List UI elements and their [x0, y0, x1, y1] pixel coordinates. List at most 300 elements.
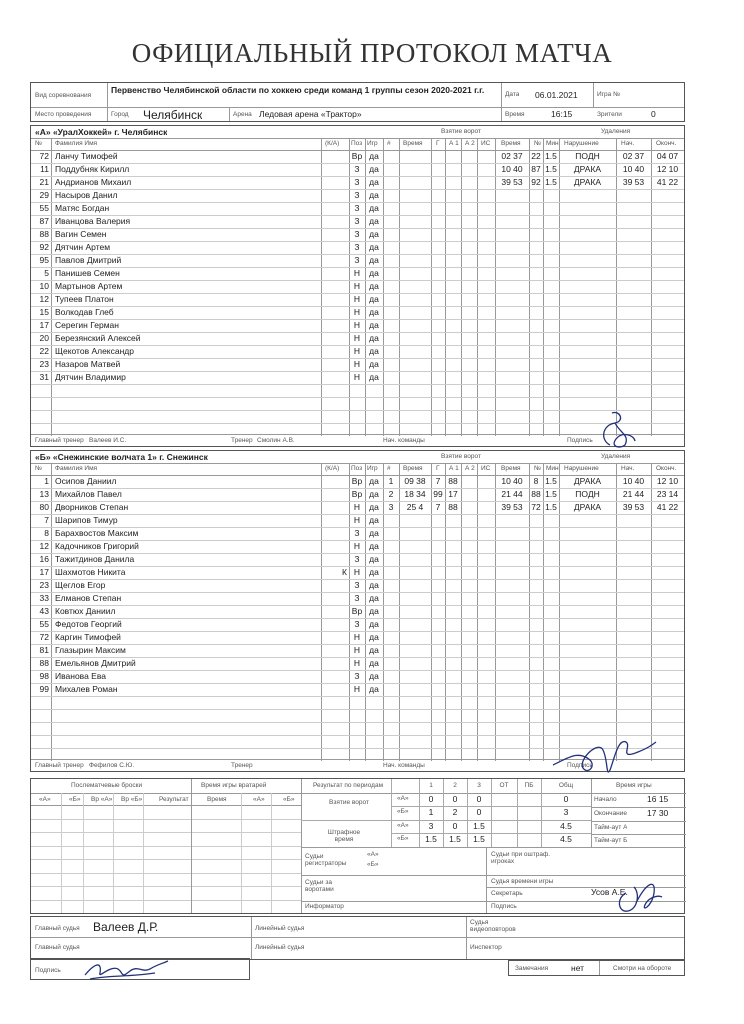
- player-played: да: [369, 541, 379, 551]
- informer-label: Информатор: [305, 903, 344, 910]
- player-played: да: [369, 645, 379, 655]
- city-label: Город: [111, 111, 129, 118]
- see-back-label: Смотри на обороте: [613, 965, 672, 972]
- player-played: да: [369, 190, 379, 200]
- grid-col-line: [477, 138, 478, 436]
- player-number: 88: [39, 658, 49, 668]
- grid-row-line: [31, 709, 684, 710]
- penalty-time: 39 53: [501, 502, 523, 512]
- remarks-box: [508, 960, 685, 976]
- player-position: Н: [353, 684, 361, 694]
- player-position: Н: [353, 372, 361, 382]
- player-name: Панишев Семен: [55, 268, 120, 278]
- team-a-goals-header: Взятие ворот: [441, 128, 481, 135]
- player-position: З: [354, 229, 360, 239]
- player-number: 72: [39, 632, 49, 642]
- spectators-value: 0: [651, 109, 656, 119]
- penalty-end: 04 07: [656, 151, 679, 161]
- city-value: Челябинск: [143, 108, 203, 122]
- secretary-sign-label: Подпись: [491, 903, 517, 910]
- player-played: да: [369, 346, 379, 356]
- player-position: Н: [353, 307, 361, 317]
- penalty-minutes: 1.5: [545, 177, 557, 187]
- game-time-label: Время игры: [616, 782, 652, 789]
- player-played: да: [369, 580, 379, 590]
- player-played: да: [369, 489, 379, 499]
- arena-label: Арена: [233, 111, 252, 118]
- grid-row-line: [31, 423, 684, 424]
- penalty-start: 10 40: [622, 164, 645, 174]
- head-ref-signature: [80, 955, 170, 983]
- team-a-pens-header: Удаления: [601, 128, 631, 135]
- timeout-a-label: Тайм-аут А: [594, 824, 628, 831]
- ref-sign-label: Подпись: [35, 967, 61, 974]
- player-name: Елманов Степан: [55, 593, 122, 603]
- player-played: да: [369, 255, 379, 265]
- penalty-time: 39 53: [501, 177, 523, 187]
- start-value: 16 15: [647, 794, 669, 804]
- player-position: З: [354, 619, 360, 629]
- summary-box: Послематчевые броски Время игры вратарей «А» «Б» Вр «А» Вр «Б» Результат Время «А» «Б» Результат по периодам 1 2 3 ОТ ПБ Общ Взятие ворот Штрафное время «А» «Б» «А» «Б» 0 0 0 0 1 2 0 3 3 0 1.5 4.5 1.5 1.5 1.5 4.5 Время игры Начало 16 15 Окончание 17 30 Тайм-аут А Тайм-аут Б Судьи регистраторы «А» «Б» Судьи за воротами Информатор Судьи при оштраф. игроках Судья времени игры Секретарь Усов А.Е. Подпись: [30, 778, 685, 914]
- penalty-judges-label: Судьи при оштраф. игроках: [491, 851, 551, 865]
- player-number: 29: [39, 190, 49, 200]
- player-name: Иванцова Валерия: [55, 216, 131, 226]
- goal-assist1: 88: [448, 476, 458, 486]
- period-value: 1.5: [425, 834, 437, 844]
- player-number: 81: [39, 645, 49, 655]
- player-position: З: [354, 216, 360, 226]
- player-name: Насыров Данил: [55, 190, 118, 200]
- shootout-col-line: [61, 793, 62, 913]
- player-name: Щекотов Александр: [55, 346, 134, 356]
- period-header: ПБ: [524, 782, 534, 789]
- player-name: Тажитдинов Данила: [55, 554, 135, 564]
- player-name: Щеглов Егор: [55, 580, 106, 590]
- grid-col-line: [399, 138, 400, 436]
- goal-number: 2: [388, 489, 394, 499]
- player-played: да: [369, 242, 379, 252]
- shootout-col-line: [113, 793, 114, 913]
- grid-col-line: [51, 138, 52, 436]
- player-played: да: [369, 619, 379, 629]
- goals-row-label: Взятие ворот: [329, 799, 369, 806]
- team-row-label: «А»: [397, 822, 409, 829]
- player-position: Н: [353, 268, 361, 278]
- player-position: З: [354, 242, 360, 252]
- period-header: 3: [477, 782, 481, 789]
- player-played: да: [369, 476, 379, 486]
- penalty-minutes: 1.5: [545, 151, 557, 161]
- player-number: 16: [39, 554, 49, 564]
- player-number: 1: [44, 476, 49, 486]
- player-captain: К: [342, 567, 347, 577]
- player-name: Емельянов Дмитрий: [55, 658, 136, 668]
- shootout-row-line: [31, 873, 301, 874]
- player-position: Н: [353, 541, 361, 551]
- player-position: З: [354, 164, 360, 174]
- player-number: 8: [44, 528, 49, 538]
- team-b-signature: [548, 730, 658, 785]
- player-played: да: [369, 268, 379, 278]
- end-value: 17 30: [647, 808, 669, 818]
- player-played: да: [369, 567, 379, 577]
- player-number: 33: [39, 593, 49, 603]
- penalty-start: 02 37: [622, 151, 645, 161]
- head-ref-label: Главный судья: [35, 925, 80, 932]
- player-position: Н: [353, 346, 361, 356]
- grid-col-line: [321, 138, 322, 436]
- player-position: Н: [353, 359, 361, 369]
- player-name: Кадочников Григорий: [55, 541, 139, 551]
- goal-time: 25 4: [406, 502, 424, 512]
- shootout-col-line: [83, 793, 84, 913]
- team-a-sign-label: Подпись: [567, 437, 593, 444]
- period-value: 4.5: [560, 821, 572, 831]
- period-value: 3: [428, 821, 434, 831]
- player-name: Тупеев Платон: [55, 294, 114, 304]
- player-position: Н: [353, 658, 361, 668]
- penalty-violation: ДРАКА: [573, 502, 602, 512]
- team-b-pens-header: Удаления: [601, 453, 631, 460]
- player-name: Вагин Семен: [55, 229, 107, 239]
- period-value: 0: [563, 794, 569, 804]
- team-a-section: «А» «УралХоккей» г. Челябинск Взятие ворот Удаления № Фамилия Имя (К/А) Поз Игр # Время Г А 1 А 2 ИС Время № Мин Нарушение Нач. Оконч. 72 Ланчу Тимофей Вр да 11 Поддубняк Кирилл З да 21 Андрианов Михаил З да 29 Насыров Данил З да 55 Матяс Богдан З да 87 Иванцова Валерия З да 88 Вагин Семен З да 92 Дятчин Артем З да 95 Павлов Дмитрий З да 5 Панишев Семен Н да 10 Мартынов Артем Н да 12 Тупеев Платон Н да 15 Волкодав Глеб Н да 17 Серегин Герман Н да 20 Березянский Алексей Н да 22 Щекотов Александр Н да 23 Назаров Матвей Н да 31 Дятчин Владимир Н да 02 37 22 1.5 ПОДН 02 37 04 07 10 40 87 1.5 ДРАКА 10 40 12 10 39 53 92 1.5 ДРАКА 39 53 41 22 Главный тренер Валеев И.С. Тренер Смолин А.В. Нач. команды Подпись: [30, 125, 685, 447]
- player-name: Иванова Ева: [55, 671, 107, 681]
- goal-number: 1: [388, 476, 394, 486]
- goal-scorer: 7: [435, 502, 441, 512]
- player-name: Дятчин Артем: [55, 242, 111, 252]
- secretary-value: Усов А.Е.: [591, 887, 628, 897]
- player-number: 13: [39, 489, 49, 499]
- player-position: З: [354, 554, 360, 564]
- player-played: да: [369, 593, 379, 603]
- team-b-coach: Фефилов С.Ю.: [89, 762, 135, 769]
- timeout-b-label: Тайм-аут Б: [594, 837, 628, 844]
- penalty-end: 12 10: [656, 164, 679, 174]
- team-b-coach2-label: Тренер: [231, 762, 253, 769]
- penalty-end: 41 22: [656, 502, 679, 512]
- penalty-time: 02 37: [501, 151, 523, 161]
- player-number: 17: [39, 567, 49, 577]
- team-b-section: «Б» «Снежинские волчата 1» г. Снежинск Взятие ворот Удаления № Фамилия Имя (К/А) Поз Игр # Время Г А 1 А 2 ИС Время № Мин Нарушение Нач. Оконч. 1 Осипов Даниил Вр да 13 Михайлов Павел Вр да 80 Дворников Степан Н да 7 Шарипов Тимур Н да 8 Барахвостов Максим З да 12 Кадочников Григорий Н да 16 Тажитдинов Данила З да 17 Шахмотов Никита К Н да 23 Щеглов Егор З да 33 Елманов Степан З да 43 Ковтюх Даниил Вр да 55 Федотов Георгий З да 72 Каргин Тимофей Н да 81 Глазырин Максим Н да 88 Емельянов Дмитрий Н да 98 Иванова Ева З да 99 Михалев Роман Н да 1 09 38 7 88 2 18 34 99 17 3 25 4 7 88 10 40 8 1.5 ДРАКА 10 40 12 10 21 44 88 1.5 ПОДН 21 44 23 14 39 53 72 1.5 ДРАКА 39 53 41 22 Главный тренер Фефилов С.Ю. Тренер Нач. команды Подпись: [30, 450, 685, 772]
- goal-judges-label: Судьи за воротами: [305, 879, 334, 893]
- gk-label: Время игры вратарей: [201, 782, 267, 789]
- goal-scorer: 99: [433, 489, 443, 499]
- shootout-col-line: [143, 793, 144, 913]
- period-header: 1: [429, 782, 433, 789]
- player-number: 11: [40, 164, 49, 174]
- player-name: Шахмотов Никита: [55, 567, 126, 577]
- shootout-row-line: [31, 900, 301, 901]
- player-number: 23: [39, 359, 49, 369]
- player-number: 99: [39, 684, 49, 694]
- period-value: 0: [452, 794, 458, 804]
- player-name: Ланчу Тимофей: [55, 151, 118, 161]
- player-position: Н: [353, 320, 361, 330]
- player-name: Осипов Даниил: [55, 476, 117, 486]
- grid-row-line: [31, 397, 684, 398]
- penalty-minutes: 1.5: [545, 502, 557, 512]
- period-value: 4.5: [560, 834, 572, 844]
- shootout-label: Послематчевые броски: [71, 782, 143, 789]
- player-name: Матяс Богдан: [55, 203, 110, 213]
- player-played: да: [369, 658, 379, 668]
- player-played: да: [369, 632, 379, 642]
- secretary-label: Секретарь: [491, 890, 523, 897]
- period-value: 1.5: [449, 834, 461, 844]
- player-name: Андрианов Михаил: [55, 177, 132, 187]
- team-row-label: «А»: [397, 795, 409, 802]
- linesman2-label: Линейный судья: [255, 944, 305, 951]
- penalty-minutes: 1.5: [545, 489, 557, 499]
- player-number: 12: [39, 294, 49, 304]
- grid-col-line: [51, 463, 52, 761]
- player-number: 7: [44, 515, 49, 525]
- player-position: Н: [353, 502, 361, 512]
- penalty-minutes: 1.5: [545, 476, 557, 486]
- team-a-title: «А» «УралХоккей» г. Челябинск: [35, 127, 168, 137]
- grid-row-line: [31, 410, 684, 411]
- player-number: 88: [39, 229, 49, 239]
- player-number: 23: [39, 580, 49, 590]
- head-ref2-label: Главный судья: [35, 944, 80, 951]
- penalty-time: 21 44: [501, 489, 523, 499]
- video-label: Судья видеоповторов: [470, 919, 516, 933]
- team-b-captain-label: Нач. команды: [383, 762, 425, 769]
- penalty-start: 21 44: [622, 489, 645, 499]
- player-name: Барахвостов Максим: [55, 528, 139, 538]
- reg-a: «А»: [367, 851, 379, 858]
- goal-time: 09 38: [404, 476, 426, 486]
- penalty-end: 23 14: [656, 489, 679, 499]
- penalty-time: 10 40: [501, 164, 523, 174]
- inspector-label: Инспектор: [470, 944, 502, 951]
- player-name: Глазырин Максим: [55, 645, 126, 655]
- page-title: ОФИЦИАЛЬНЫЙ ПРОТОКОЛ МАТЧА: [131, 38, 613, 68]
- grid-row-line: [31, 722, 684, 723]
- player-played: да: [369, 151, 379, 161]
- period-value: 0: [428, 794, 434, 804]
- competition-label: Вид соревнования: [35, 92, 92, 99]
- player-number: 5: [44, 268, 49, 278]
- team-a-coach-label: Главный тренер: [35, 437, 84, 444]
- competition-value: Первенство Челябинской области по хоккею среди команд 1 группы сезон 2020-2021 г.г.: [111, 85, 485, 95]
- player-played: да: [369, 606, 379, 616]
- player-position: З: [354, 593, 360, 603]
- penalty-player: 88: [531, 489, 541, 499]
- linesman-label: Линейный судья: [255, 925, 305, 932]
- player-name: Мартынов Артем: [55, 281, 123, 291]
- period-value: 2: [452, 807, 458, 817]
- player-played: да: [369, 671, 379, 681]
- player-played: да: [369, 372, 379, 382]
- team-a-coach2: Смолин А.В.: [257, 437, 295, 444]
- player-position: Вр: [351, 151, 363, 161]
- team-b-goals-header: Взятие ворот: [441, 453, 481, 460]
- player-position: Н: [353, 515, 361, 525]
- team-b-coach-label: Главный тренер: [35, 762, 84, 769]
- penalty-player: 87: [531, 164, 541, 174]
- period-value: 0: [476, 807, 482, 817]
- penalty-end: 12 10: [656, 476, 679, 486]
- goal-assist1: 88: [448, 502, 458, 512]
- pim-row-label: Штрафное время: [327, 829, 361, 843]
- player-position: Н: [353, 645, 361, 655]
- player-position: Н: [353, 281, 361, 291]
- player-position: З: [354, 671, 360, 681]
- player-position: Н: [353, 567, 361, 577]
- grid-row-line: [31, 696, 684, 697]
- player-played: да: [369, 554, 379, 564]
- goal-assist1: 17: [448, 489, 458, 499]
- spectators-label: Зрители: [597, 111, 622, 118]
- player-position: Н: [353, 294, 361, 304]
- period-value: 0: [452, 821, 458, 831]
- player-position: З: [354, 580, 360, 590]
- period-value: 1.5: [473, 834, 485, 844]
- referees-box: [30, 916, 685, 960]
- penalty-start: 10 40: [622, 476, 645, 486]
- period-value: 0: [476, 794, 482, 804]
- player-played: да: [369, 333, 379, 343]
- penalty-player: 72: [531, 502, 541, 512]
- penalty-end: 41 22: [656, 177, 679, 187]
- player-number: 17: [39, 320, 49, 330]
- player-played: да: [369, 294, 379, 304]
- player-position: Вр: [351, 606, 363, 616]
- time-value: 16:15: [551, 109, 573, 119]
- player-played: да: [369, 203, 379, 213]
- period-header: 2: [453, 782, 457, 789]
- time-judges-label: Судья времени игры: [491, 878, 554, 885]
- team-b-title: «Б» «Снежинские волчата 1» г. Снежинск: [35, 452, 208, 462]
- goal-scorer: 7: [435, 476, 441, 486]
- player-position: З: [354, 255, 360, 265]
- shootout-row-line: [31, 886, 301, 887]
- player-number: 43: [39, 606, 49, 616]
- grid-col-line: [461, 463, 462, 761]
- penalty-start: 39 53: [622, 502, 645, 512]
- penalty-start: 39 53: [622, 177, 645, 187]
- player-name: Назаров Матвей: [55, 359, 121, 369]
- player-played: да: [369, 515, 379, 525]
- end-label: Окончание: [594, 810, 628, 817]
- player-name: Дятчин Владимир: [55, 372, 126, 382]
- player-played: да: [369, 164, 379, 174]
- period-header: ОТ: [499, 782, 509, 789]
- remarks-label: Замечания: [515, 965, 549, 972]
- player-number: 15: [39, 307, 49, 317]
- player-played: да: [369, 502, 379, 512]
- penalty-violation: ПОДН: [575, 489, 600, 499]
- penalty-player: 92: [531, 177, 541, 187]
- player-position: Вр: [351, 476, 363, 486]
- player-number: 12: [39, 541, 49, 551]
- player-name: Михайлов Павел: [55, 489, 122, 499]
- reg-label: Судьи регистраторы: [305, 853, 347, 867]
- team-row-label: «Б»: [397, 835, 409, 842]
- place-label: Место проведения: [35, 111, 92, 118]
- player-position: Н: [353, 333, 361, 343]
- grid-col-line: [321, 463, 322, 761]
- player-number: 55: [39, 619, 49, 629]
- player-played: да: [369, 684, 379, 694]
- start-label: Начало: [594, 796, 617, 803]
- player-name: Серегин Герман: [55, 320, 119, 330]
- head-ref-value: Валеев Д.Р.: [93, 920, 159, 934]
- period-header: Общ: [558, 782, 574, 789]
- player-played: да: [369, 359, 379, 369]
- player-number: 22: [39, 346, 49, 356]
- result-label: Результат по периодам: [313, 782, 384, 789]
- secretary-signature: [606, 873, 666, 918]
- penalty-violation: ДРАКА: [573, 164, 602, 174]
- period-value: 3: [563, 807, 569, 817]
- player-number: 31: [39, 372, 49, 382]
- player-name: Михалев Роман: [55, 684, 118, 694]
- game-no-label: Игра №: [597, 91, 621, 98]
- player-position: Н: [353, 632, 361, 642]
- player-played: да: [369, 229, 379, 239]
- date-value: 06.01.2021: [535, 90, 578, 100]
- player-played: да: [369, 177, 379, 187]
- player-number: 20: [39, 333, 49, 343]
- shootout-row-line: [31, 819, 301, 820]
- result-col-line: [491, 779, 492, 847]
- player-position: З: [354, 190, 360, 200]
- shootout-row-line: [31, 832, 301, 833]
- player-played: да: [369, 216, 379, 226]
- team-a-signature: [590, 405, 640, 450]
- shootout-row-line: [31, 859, 301, 860]
- penalty-violation: ДРАКА: [573, 476, 602, 486]
- player-name: Шарипов Тимур: [55, 515, 118, 525]
- team-a-coach: Валеев И.С.: [89, 437, 127, 444]
- penalty-player: 8: [533, 476, 539, 486]
- penalty-violation: ПОДН: [575, 151, 600, 161]
- player-number: 72: [39, 151, 49, 161]
- player-name: Волкодав Глеб: [55, 307, 114, 317]
- penalty-time: 10 40: [501, 476, 523, 486]
- player-played: да: [369, 307, 379, 317]
- player-position: З: [354, 177, 360, 187]
- date-label: Дата: [505, 91, 520, 98]
- period-value: 1: [428, 807, 434, 817]
- team-row-label: «Б»: [397, 808, 409, 815]
- shootout-col-line: [271, 793, 272, 913]
- player-played: да: [369, 528, 379, 538]
- result-col-line: [391, 779, 392, 847]
- grid-col-line: [445, 138, 446, 436]
- grid-col-line: [477, 463, 478, 761]
- team-a-captain-label: Нач. команды: [383, 437, 425, 444]
- grid-col-line: [431, 138, 432, 436]
- player-number: 55: [39, 203, 49, 213]
- penalty-violation: ДРАКА: [573, 177, 602, 187]
- player-name: Ковтюх Даниил: [55, 606, 116, 616]
- player-number: 92: [39, 242, 49, 252]
- header-box: [30, 82, 685, 122]
- player-name: Федотов Георгий: [55, 619, 122, 629]
- player-position: Вр: [351, 489, 363, 499]
- team-a-coach2-label: Тренер: [231, 437, 253, 444]
- team-b-sign-label: Подпись: [567, 762, 593, 769]
- player-number: 87: [39, 216, 49, 226]
- penalty-minutes: 1.5: [545, 164, 557, 174]
- goal-number: 3: [388, 502, 394, 512]
- player-name: Каргин Тимофей: [55, 632, 121, 642]
- grid-col-line: [383, 138, 384, 436]
